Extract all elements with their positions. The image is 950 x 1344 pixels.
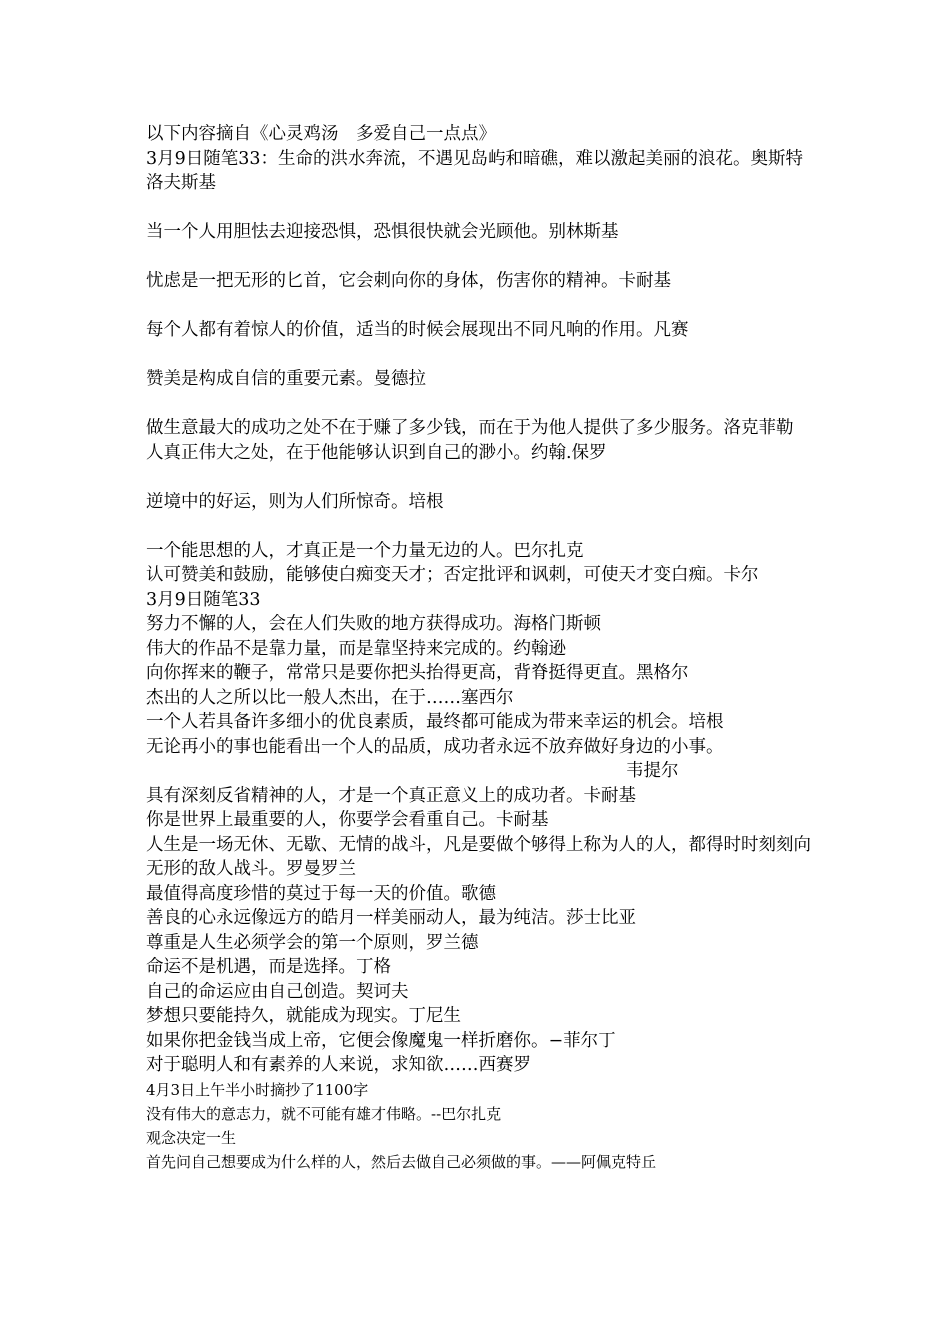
text-line: 最值得高度珍惜的莫过于每一天的价值。歌德	[146, 883, 496, 904]
blank-line	[146, 343, 816, 368]
text-line: 你是世界上最重要的人，你要学会看重自己。卡耐基	[146, 810, 549, 830]
document-body	[146, 122, 816, 1174]
right-aligned-author: 韦提尔	[626, 761, 679, 781]
text-line: 伟大的作品不是靠力量，而是靠坚持来完成的。约翰逊	[146, 638, 566, 659]
text-line: 一个人若具备许多细小的优良素质，最终都可能成为带来幸运的机会。培根	[146, 712, 724, 732]
text-line: 无论再小的事也能看出一个人的品质，成功者永远不放弃做好身边的小事。	[146, 736, 724, 757]
text-line: 每个人都有着惊人的价值，适当的时候会展现出不同凡响的作用。凡赛	[146, 320, 689, 340]
blank-line	[146, 294, 816, 319]
text-line: 做生意最大的成功之处不在于赚了多少钱，而在于为他人提供了多少服务。洛克菲勒	[146, 418, 794, 438]
text-line: 一个能思想的人，才真正是一个力量无边的人。巴尔扎克	[146, 540, 584, 561]
text-line: 努力不懈的人，会在人们失败的地方获得成功。海格门斯顿	[146, 614, 601, 634]
text-line: 3月9日随笔33：生命的洪水奔流，不遇见岛屿和暗礁，难以激起美丽的浪花。奥斯特洛夫斯基	[146, 148, 804, 193]
text-line: 人生是一场无休、无歇、无情的战斗，凡是要做个够得上称为人的人，都得时时刻刻向无形的敌人战斗。罗曼罗兰	[146, 834, 811, 879]
blank-line	[146, 245, 816, 270]
text-line: 逆境中的好运，则为人们所惊奇。培根	[146, 491, 444, 512]
text-line: 具有深刻反省精神的人，才是一个真正意义上的成功者。卡耐基	[146, 785, 636, 806]
blank-line	[146, 196, 816, 221]
blank-line	[146, 392, 816, 417]
text-line: 当一个人用胆怯去迎接恐惧，恐惧很快就会光顾他。别林斯基	[146, 222, 619, 242]
text-line: 向你挥来的鞭子，常常只是要你把头抬得更高，背脊挺得更直。黑格尔	[146, 663, 689, 683]
small-text-line: 观念决定一生	[146, 1128, 237, 1147]
text-line: 梦想只要能持久，就能成为现实。丁尼生	[146, 1006, 461, 1026]
blank-line	[146, 465, 816, 490]
text-line: 3月9日随笔33	[146, 589, 261, 610]
text-line: 以下内容摘自《心灵鸡汤 多爱自己一点点》	[146, 124, 496, 144]
small-text-line: 没有伟大的意志力，就不可能有雄才伟略。--巴尔扎克	[146, 1104, 502, 1123]
text-line: 如果你把金钱当成上帝，它便会像魔鬼一样折磨你。−菲尔丁	[146, 1030, 616, 1051]
small-text-line: 4月3日上午半小时摘抄了1100字	[146, 1080, 369, 1099]
text-line: 忧虑是一把无形的匕首，它会刺向你的身体，伤害你的精神。卡耐基	[146, 271, 671, 291]
text-line: 认可赞美和鼓励，能够使白痴变天才；否定批评和讽刺，可使天才变白痴。卡尔	[146, 565, 759, 585]
text-line: 对于聪明人和有素养的人来说，求知欲……西赛罗	[146, 1055, 531, 1075]
text-line: 善良的心永远像远方的皓月一样美丽动人，最为纯洁。莎士比亚	[146, 908, 636, 928]
text-line: 赞美是构成自信的重要元素。曼德拉	[146, 369, 426, 389]
text-line: 命运不是机遇，而是选择。丁格	[146, 957, 391, 977]
small-text-line: 首先问自己想要成为什么样的人，然后去做自己必须做的事。——阿佩克特丘	[146, 1152, 657, 1171]
text-line: 尊重是人生必须学会的第一个原则，罗兰德	[146, 932, 479, 953]
text-line: 人真正伟大之处，在于他能够认识到自己的渺小。约翰.保罗	[146, 442, 607, 463]
blank-line	[146, 514, 816, 539]
text-line: 自己的命运应由自己创造。契诃夫	[146, 981, 409, 1002]
text-line: 杰出的人之所以比一般人杰出，在于……塞西尔	[146, 687, 514, 708]
